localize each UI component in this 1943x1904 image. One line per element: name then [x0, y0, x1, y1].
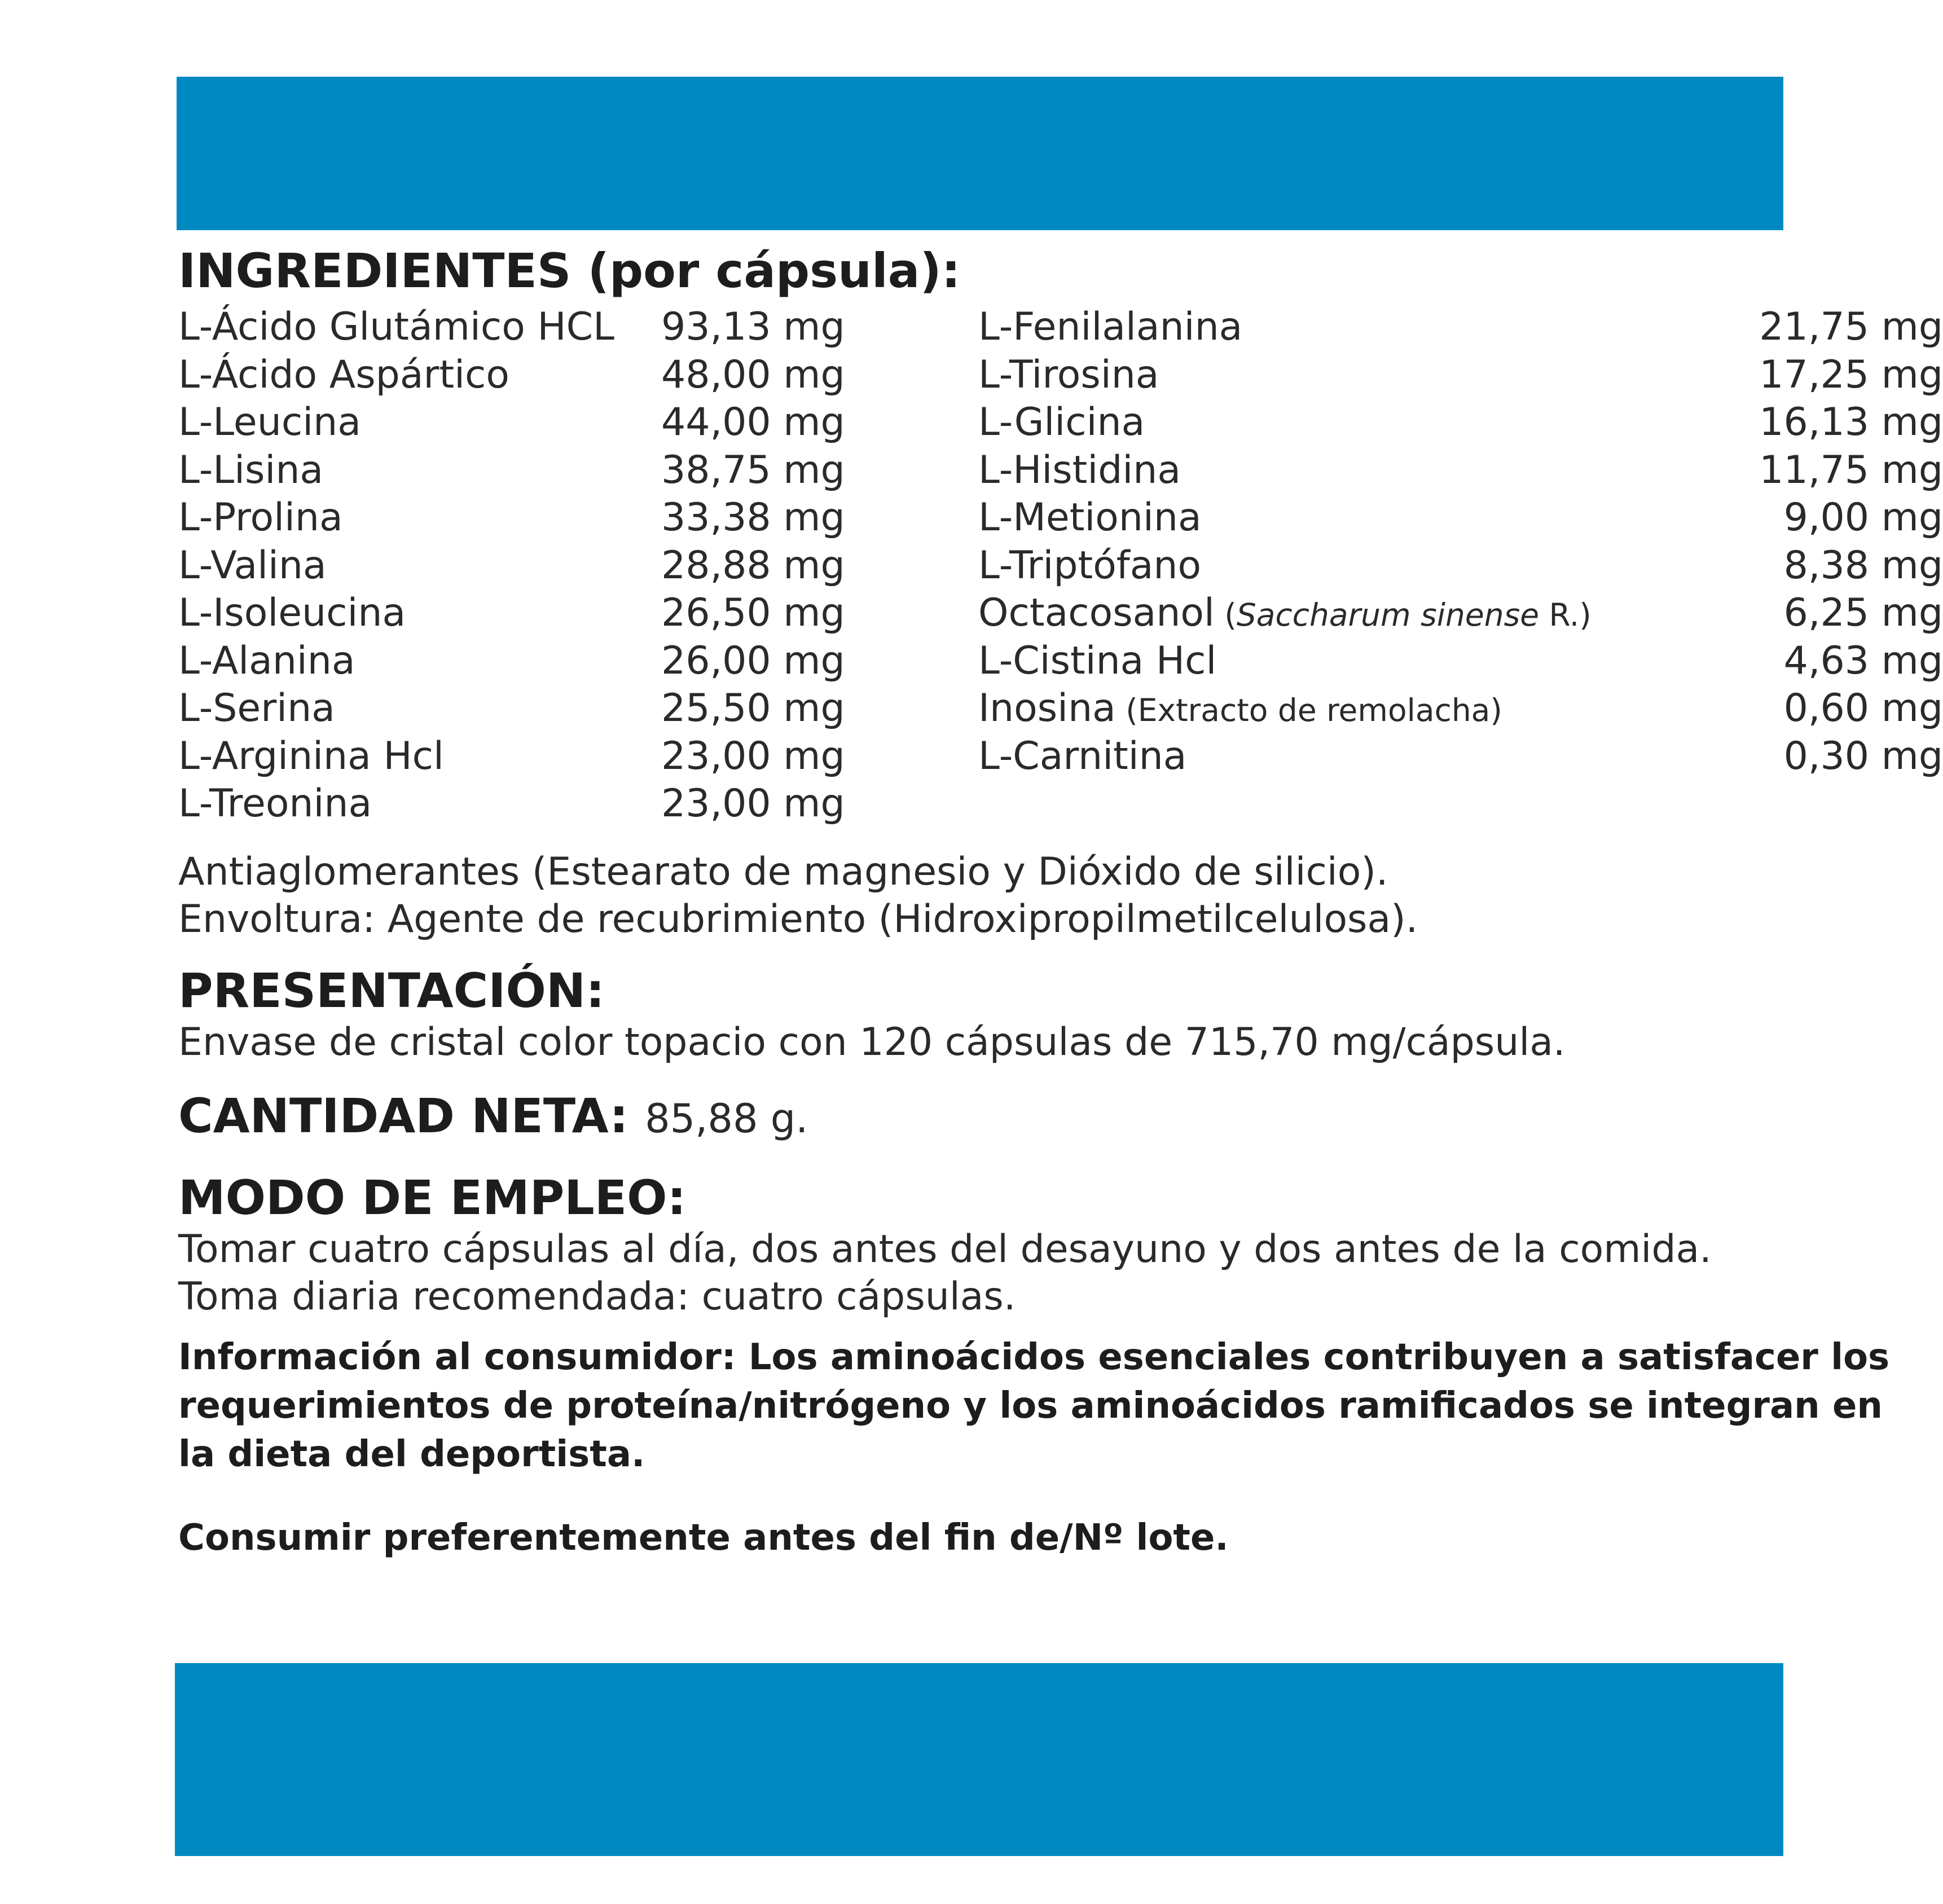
- ingredient-amount: 44,00 mg: [661, 400, 845, 445]
- consumer-info: [178, 1333, 1890, 1479]
- ingredient-name-text: L-Triptófano: [978, 543, 1202, 588]
- ingredient-name: [178, 351, 509, 399]
- ingredient-name-text: L-Glicina: [978, 400, 1145, 445]
- ingredient-name-text: L-Metionina: [978, 495, 1202, 540]
- ingredient-row: [178, 685, 855, 733]
- ingredient-name: [978, 685, 1502, 735]
- ingredient-name: [978, 399, 1145, 447]
- ingredient-row: [978, 733, 1943, 781]
- ingredients-table: [178, 304, 1943, 845]
- ingredient-amount: 25,50 mg: [661, 686, 845, 731]
- ingredient-row: [978, 685, 1943, 733]
- bottom-color-band: [175, 1663, 1783, 1856]
- ingredient-row: [178, 351, 855, 399]
- anticaking-line: Antiaglomerantes (Estearato de magnesio y Dióxido de silicio).: [178, 850, 1388, 894]
- top-color-band: [177, 77, 1783, 230]
- ingredient-row: [178, 780, 855, 828]
- ingredient-name: [178, 399, 361, 447]
- ingredient-row: [978, 351, 1943, 399]
- ingredient-row: [978, 399, 1943, 447]
- ingredient-name-text: L-Cistina Hcl: [978, 638, 1217, 683]
- ingredient-name-text: L-Histidina: [978, 447, 1181, 493]
- usage-line-2: Toma diaria recomendada: cuatro cápsulas.: [178, 1274, 1016, 1319]
- ingredient-amount: 0,30 mg: [1783, 733, 1943, 779]
- presentation-text: Envase de cristal color topacio con 120 cápsulas de 715,70 mg/cápsula.: [178, 1020, 1566, 1065]
- consumer-info-line-1: Información al consumidor: Los aminoácidos esenciales contribuyen a satisfacer los: [178, 1336, 1890, 1378]
- ingredient-amount: 9,00 mg: [1783, 495, 1943, 540]
- ingredient-name: [178, 637, 355, 685]
- ingredient-name: [978, 304, 1242, 351]
- ingredient-name-text: L-Serina: [178, 686, 335, 731]
- ingredient-amount: 4,63 mg: [1783, 638, 1943, 683]
- ingredient-amount: 6,25 mg: [1783, 591, 1943, 635]
- ingredient-note-open: (: [1224, 597, 1237, 633]
- ingredient-amount: 23,00 mg: [661, 733, 845, 779]
- ingredient-row: [178, 447, 855, 495]
- ingredient-amount: 48,00 mg: [661, 352, 845, 397]
- ingredient-row: [978, 542, 1943, 590]
- ingredient-name-text: L-Leucina: [178, 400, 361, 445]
- ingredient-amount: 23,00 mg: [661, 781, 845, 826]
- ingredient-row: [978, 494, 1943, 542]
- ingredient-amount: 8,38 mg: [1783, 543, 1943, 588]
- ingredient-name: [978, 542, 1201, 590]
- ingredients-right-column: [978, 304, 1943, 780]
- ingredient-note: [1215, 597, 1592, 633]
- ingredient-amount: 17,25 mg: [1759, 352, 1943, 397]
- ingredient-name-text: Inosina: [978, 686, 1116, 731]
- ingredient-row: [178, 304, 855, 351]
- ingredient-row: [178, 494, 855, 542]
- ingredient-name-text: L-Alanina: [178, 638, 355, 683]
- ingredient-name-text: Octacosanol: [978, 591, 1215, 635]
- presentation-heading: PRESENTACIÓN:: [178, 963, 605, 1018]
- label-content: [178, 243, 1943, 1562]
- ingredient-name-text: L-Valina: [178, 543, 327, 588]
- ingredient-name-text: L-Ácido Aspártico: [178, 352, 509, 397]
- ingredient-row: [978, 447, 1943, 495]
- ingredient-name: [178, 447, 323, 495]
- coating-line: Envoltura: Agente de recubrimiento (Hidroxipropilmetilcelulosa).: [178, 897, 1418, 942]
- ingredient-name: [978, 494, 1202, 542]
- net-quantity-heading: [178, 1088, 1792, 1147]
- ingredient-name-text: L-Fenilalanina: [978, 305, 1243, 349]
- ingredient-name-text: L-Isoleucina: [178, 591, 406, 635]
- ingredient-name-text: L-Prolina: [178, 495, 343, 540]
- ingredient-note: [1116, 692, 1502, 728]
- ingredient-amount: 26,50 mg: [661, 591, 845, 635]
- ingredient-name: [178, 542, 327, 590]
- ingredients-title: INGREDIENTES: [178, 243, 572, 298]
- ingredient-name-text: L-Tirosina: [978, 352, 1159, 397]
- ingredient-name: [178, 733, 444, 781]
- consumer-info-line-3: la dieta del deportista.: [178, 1434, 645, 1475]
- ingredient-name: [978, 351, 1159, 399]
- ingredient-row: [978, 304, 1943, 351]
- ingredient-row: [178, 590, 855, 637]
- ingredient-note-species: Saccharum sinense: [1236, 597, 1540, 633]
- net-quantity-title: CANTIDAD NETA:: [178, 1088, 628, 1144]
- ingredient-name: [978, 590, 1592, 639]
- ingredient-amount: 93,13 mg: [661, 305, 845, 349]
- ingredient-name-text: L-Arginina Hcl: [178, 733, 444, 779]
- ingredients-title-sub: (por cápsula):: [587, 243, 961, 298]
- ingredient-note-close: R.): [1539, 597, 1592, 633]
- ingredient-name: [178, 494, 343, 542]
- ingredient-name: [178, 590, 406, 637]
- ingredient-name: [978, 447, 1181, 495]
- ingredient-name-text: L-Lisina: [178, 447, 324, 493]
- ingredient-amount: 21,75 mg: [1759, 305, 1943, 349]
- ingredient-row: [178, 733, 855, 781]
- ingredient-name: [178, 780, 372, 828]
- ingredient-amount: 0,60 mg: [1783, 686, 1943, 731]
- usage-heading: MODO DE EMPLEO:: [178, 1170, 687, 1225]
- consumer-info-line-2: requerimientos de proteína/nitrógeno y los aminoácidos ramificados se integran en: [178, 1385, 1883, 1427]
- ingredient-name: [178, 304, 614, 351]
- ingredients-left-column: [178, 304, 855, 828]
- ingredient-row: [178, 399, 855, 447]
- ingredient-amount: 28,88 mg: [661, 543, 845, 588]
- ingredient-amount: 16,13 mg: [1759, 400, 1943, 445]
- ingredient-name-text: L-Treonina: [178, 781, 372, 826]
- ingredient-row: [978, 590, 1943, 637]
- ingredient-name-text: L-Ácido Glutámico HCL: [178, 305, 614, 349]
- ingredient-note-open: (Extracto de remolacha): [1126, 692, 1502, 728]
- ingredient-name: [178, 685, 335, 733]
- net-quantity-value: 85,88 g.: [645, 1096, 808, 1142]
- ingredient-amount: 26,00 mg: [661, 638, 845, 683]
- ingredient-amount: 11,75 mg: [1759, 447, 1943, 493]
- ingredients-heading: [178, 243, 1792, 299]
- ingredient-name: [978, 637, 1216, 685]
- ingredient-row: [178, 637, 855, 685]
- ingredient-amount: 33,38 mg: [661, 495, 845, 540]
- ingredient-amount: 38,75 mg: [661, 447, 845, 493]
- ingredient-name: [978, 733, 1186, 781]
- ingredient-name-text: L-Carnitina: [978, 733, 1187, 779]
- usage-line-1: Tomar cuatro cápsulas al día, dos antes del desayuno y dos antes de la comida.: [178, 1227, 1712, 1272]
- ingredient-row: [978, 637, 1943, 685]
- ingredient-row: [178, 542, 855, 590]
- best-before-line: Consumir preferentemente antes del fin de/Nº lote.: [178, 1517, 1229, 1559]
